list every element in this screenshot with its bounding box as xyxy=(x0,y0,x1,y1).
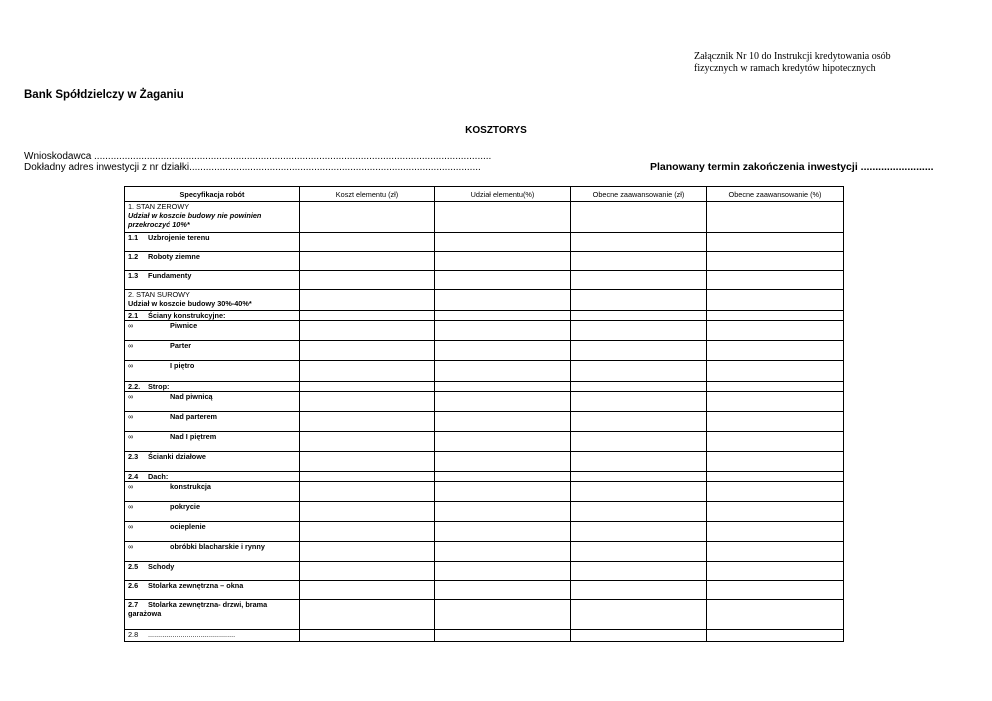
row-label xyxy=(125,482,300,502)
table-row xyxy=(125,392,844,412)
header-spec: Specyfikacja robót xyxy=(125,187,300,202)
row-text: I piętro xyxy=(170,361,195,370)
table-row xyxy=(125,600,844,630)
cell-progress-zl[interactable] xyxy=(571,311,707,321)
bullet-icon: ∞ xyxy=(128,502,134,511)
row-label xyxy=(125,341,300,361)
row-label xyxy=(125,311,300,321)
row-label xyxy=(125,581,300,600)
cell-share[interactable] xyxy=(435,311,571,321)
cell-progress-pct[interactable] xyxy=(707,412,844,432)
row-label xyxy=(125,522,300,542)
row-label xyxy=(125,361,300,382)
table-row xyxy=(125,562,844,581)
row-text: pokrycie xyxy=(170,502,201,511)
bullet-icon: ∞ xyxy=(128,412,134,421)
cell-progress-zl[interactable] xyxy=(571,630,707,642)
cell-progress-zl[interactable] xyxy=(571,321,707,341)
cell-progress-zl[interactable] xyxy=(571,600,707,630)
row-label xyxy=(125,472,300,482)
cell-cost[interactable] xyxy=(300,271,435,290)
annex-line-2: fizycznych w ramach kredytów hipotecznych xyxy=(694,63,876,74)
section-note: Udział w koszcie budowy 30%-40%* xyxy=(128,299,252,308)
cell-progress-pct[interactable] xyxy=(707,630,844,642)
cell-cost[interactable] xyxy=(300,233,435,252)
row-number: 1.3 xyxy=(128,271,139,280)
row-label xyxy=(125,233,300,252)
row-label xyxy=(125,252,300,271)
bullet-icon: ∞ xyxy=(128,432,134,441)
row-text: Piwnice xyxy=(170,321,198,330)
cell-progress-pct[interactable] xyxy=(707,321,844,341)
cell-progress-pct[interactable] xyxy=(707,290,844,311)
table-row xyxy=(125,290,844,311)
row-label xyxy=(125,392,300,412)
cell-cost[interactable] xyxy=(300,522,435,542)
cell-progress-pct[interactable] xyxy=(707,522,844,542)
cell-progress-pct[interactable] xyxy=(707,452,844,472)
row-text: Nad piwnicą xyxy=(170,392,213,401)
cost-estimate-table xyxy=(124,186,844,642)
cell-cost[interactable] xyxy=(300,600,435,630)
row-text: ........................................... xyxy=(148,630,236,639)
cell-share[interactable] xyxy=(435,452,571,472)
table-row xyxy=(125,252,844,271)
cell-share[interactable] xyxy=(435,542,571,562)
cell-progress-zl[interactable] xyxy=(571,581,707,600)
row-text: konstrukcja xyxy=(170,482,211,491)
applicant-field[interactable]: Wnioskodawca ............................................................................................................................................... xyxy=(24,151,492,162)
bullet-icon: ∞ xyxy=(128,321,134,330)
row-number: 1.1 xyxy=(128,233,139,242)
cell-progress-pct[interactable] xyxy=(707,502,844,522)
cell-share[interactable] xyxy=(435,392,571,412)
cell-progress-zl[interactable] xyxy=(571,522,707,542)
row-text: Stolarka zewnętrzna – okna xyxy=(148,581,244,590)
cell-cost[interactable] xyxy=(300,382,435,392)
table-row xyxy=(125,581,844,600)
cell-cost[interactable] xyxy=(300,581,435,600)
cell-share[interactable] xyxy=(435,562,571,581)
row-label xyxy=(125,202,300,233)
row-text: Schody xyxy=(148,562,175,571)
row-text: Stolarka zewnętrzna- drzwi, brama garażowa xyxy=(128,600,268,618)
cell-cost[interactable] xyxy=(300,311,435,321)
table-row xyxy=(125,271,844,290)
section-note: Udział w koszcie budowy nie powinien przekroczyć 10%* xyxy=(128,211,262,229)
cell-share[interactable] xyxy=(435,252,571,271)
cell-progress-zl[interactable] xyxy=(571,202,707,233)
cell-share[interactable] xyxy=(435,202,571,233)
cell-progress-pct[interactable] xyxy=(707,271,844,290)
cell-progress-zl[interactable] xyxy=(571,482,707,502)
cell-cost[interactable] xyxy=(300,542,435,562)
cell-progress-pct[interactable] xyxy=(707,233,844,252)
cell-progress-zl[interactable] xyxy=(571,271,707,290)
cell-progress-zl[interactable] xyxy=(571,562,707,581)
cell-share[interactable] xyxy=(435,341,571,361)
cell-cost[interactable] xyxy=(300,630,435,642)
cell-progress-pct[interactable] xyxy=(707,252,844,271)
cell-progress-pct[interactable] xyxy=(707,202,844,233)
table-row xyxy=(125,202,844,233)
row-label xyxy=(125,412,300,432)
row-text: Roboty ziemne xyxy=(148,252,200,261)
cell-share[interactable] xyxy=(435,233,571,252)
cell-share[interactable] xyxy=(435,321,571,341)
row-number: 1.2 xyxy=(128,252,139,261)
cell-progress-zl[interactable] xyxy=(571,542,707,562)
cell-progress-pct[interactable] xyxy=(707,382,844,392)
table-row xyxy=(125,432,844,452)
cell-progress-pct[interactable] xyxy=(707,341,844,361)
cell-share[interactable] xyxy=(435,290,571,311)
header-share: Udział elementu(%) xyxy=(435,187,571,202)
header-progress-zl: Obecne zaawansowanie (zł) xyxy=(571,187,707,202)
table-row xyxy=(125,502,844,522)
bullet-icon: ∞ xyxy=(128,522,134,531)
cell-share[interactable] xyxy=(435,271,571,290)
cell-progress-zl[interactable] xyxy=(571,392,707,412)
cell-cost[interactable] xyxy=(300,502,435,522)
row-number: 2.4 xyxy=(128,472,139,481)
row-number: 2.2. xyxy=(128,382,141,391)
table-row xyxy=(125,522,844,542)
annex-note xyxy=(694,51,974,75)
row-text: Ściany konstrukcyjne: xyxy=(148,311,226,320)
row-text: obróbki blacharskie i rynny xyxy=(170,542,265,551)
table-row xyxy=(125,452,844,472)
deadline-field[interactable]: Planowany termin zakończenia inwestycji ......................... xyxy=(650,161,934,173)
cell-share[interactable] xyxy=(435,472,571,482)
row-text: Dach: xyxy=(148,472,169,481)
cell-share[interactable] xyxy=(435,412,571,432)
address-field[interactable]: Dokładny adres inwestycji z nr działki......................................................................................................... xyxy=(24,162,481,173)
row-label xyxy=(125,452,300,472)
cell-cost[interactable] xyxy=(300,202,435,233)
row-number: 2.7 xyxy=(128,600,139,609)
cell-share[interactable] xyxy=(435,502,571,522)
cell-progress-zl[interactable] xyxy=(571,341,707,361)
bullet-icon: ∞ xyxy=(128,341,134,350)
row-text: Nad parterem xyxy=(170,412,218,421)
cell-progress-zl[interactable] xyxy=(571,252,707,271)
bullet-icon: ∞ xyxy=(128,482,134,491)
row-text: ocieplenie xyxy=(170,522,206,531)
cell-progress-pct[interactable] xyxy=(707,361,844,382)
cell-share[interactable] xyxy=(435,522,571,542)
bullet-icon: ∞ xyxy=(128,542,134,551)
cell-progress-zl[interactable] xyxy=(571,412,707,432)
cell-progress-pct[interactable] xyxy=(707,600,844,630)
row-number: 2.3 xyxy=(128,452,139,461)
row-number: 2.5 xyxy=(128,562,139,571)
table-row xyxy=(125,321,844,341)
table-row xyxy=(125,361,844,382)
cell-progress-zl[interactable] xyxy=(571,382,707,392)
cell-cost[interactable] xyxy=(300,341,435,361)
bullet-icon: ∞ xyxy=(128,392,134,401)
row-label xyxy=(125,630,300,642)
cell-progress-zl[interactable] xyxy=(571,233,707,252)
table-header-row xyxy=(125,187,844,202)
row-text: Uzbrojenie terenu xyxy=(148,233,210,242)
cell-progress-pct[interactable] xyxy=(707,581,844,600)
document-title: KOSZTORYS xyxy=(465,125,527,136)
table-row xyxy=(125,472,844,482)
row-number: 2.8 xyxy=(128,630,139,639)
cell-share[interactable] xyxy=(435,382,571,392)
cell-progress-zl[interactable] xyxy=(571,452,707,472)
cell-progress-pct[interactable] xyxy=(707,562,844,581)
annex-line-1: Załącznik Nr 10 do Instrukcji kredytowania osób xyxy=(694,51,891,62)
cell-cost[interactable] xyxy=(300,562,435,581)
cell-cost[interactable] xyxy=(300,482,435,502)
table-row xyxy=(125,630,844,642)
cell-share[interactable] xyxy=(435,482,571,502)
section-title: 2. STAN SUROWY xyxy=(128,290,190,299)
cell-progress-pct[interactable] xyxy=(707,392,844,412)
cell-share[interactable] xyxy=(435,630,571,642)
row-label xyxy=(125,382,300,392)
table-row xyxy=(125,233,844,252)
cell-cost[interactable] xyxy=(300,472,435,482)
cell-progress-pct[interactable] xyxy=(707,311,844,321)
row-label xyxy=(125,562,300,581)
row-text: Nad I piętrem xyxy=(170,432,217,441)
cell-progress-zl[interactable] xyxy=(571,432,707,452)
row-label xyxy=(125,600,300,630)
cell-share[interactable] xyxy=(435,581,571,600)
cell-cost[interactable] xyxy=(300,452,435,472)
row-text: Strop: xyxy=(148,382,170,391)
table-row xyxy=(125,311,844,321)
header-cost: Koszt elementu (zł) xyxy=(300,187,435,202)
cell-progress-pct[interactable] xyxy=(707,482,844,502)
row-text: Parter xyxy=(170,341,192,350)
cell-progress-zl[interactable] xyxy=(571,472,707,482)
row-text: Ścianki działowe xyxy=(148,452,206,461)
table-row xyxy=(125,341,844,361)
cell-cost[interactable] xyxy=(300,392,435,412)
cell-progress-pct[interactable] xyxy=(707,472,844,482)
section-title: 1. STAN ZEROWY xyxy=(128,202,190,211)
row-label xyxy=(125,271,300,290)
cell-share[interactable] xyxy=(435,432,571,452)
table-row xyxy=(125,382,844,392)
row-number: 2.6 xyxy=(128,581,139,590)
cell-cost[interactable] xyxy=(300,432,435,452)
cell-progress-pct[interactable] xyxy=(707,432,844,452)
cell-share[interactable] xyxy=(435,600,571,630)
cell-cost[interactable] xyxy=(300,361,435,382)
cell-progress-zl[interactable] xyxy=(571,502,707,522)
table-row xyxy=(125,412,844,432)
row-label xyxy=(125,321,300,341)
cell-cost[interactable] xyxy=(300,252,435,271)
row-label xyxy=(125,290,300,311)
row-label xyxy=(125,432,300,452)
row-number: 2.1 xyxy=(128,311,139,320)
bullet-icon: ∞ xyxy=(128,361,134,370)
cell-progress-zl[interactable] xyxy=(571,290,707,311)
cell-cost[interactable] xyxy=(300,412,435,432)
cell-share[interactable] xyxy=(435,361,571,382)
cell-progress-zl[interactable] xyxy=(571,361,707,382)
cell-progress-pct[interactable] xyxy=(707,542,844,562)
cell-cost[interactable] xyxy=(300,321,435,341)
cell-cost[interactable] xyxy=(300,290,435,311)
row-label xyxy=(125,502,300,522)
row-label xyxy=(125,542,300,562)
row-text: Fundamenty xyxy=(148,271,192,280)
header-progress-pct: Obecne zaawansowanie (%) xyxy=(707,187,844,202)
table-row xyxy=(125,482,844,502)
bank-name: Bank Spółdzielczy w Żaganiu xyxy=(24,89,184,101)
table-row xyxy=(125,542,844,562)
